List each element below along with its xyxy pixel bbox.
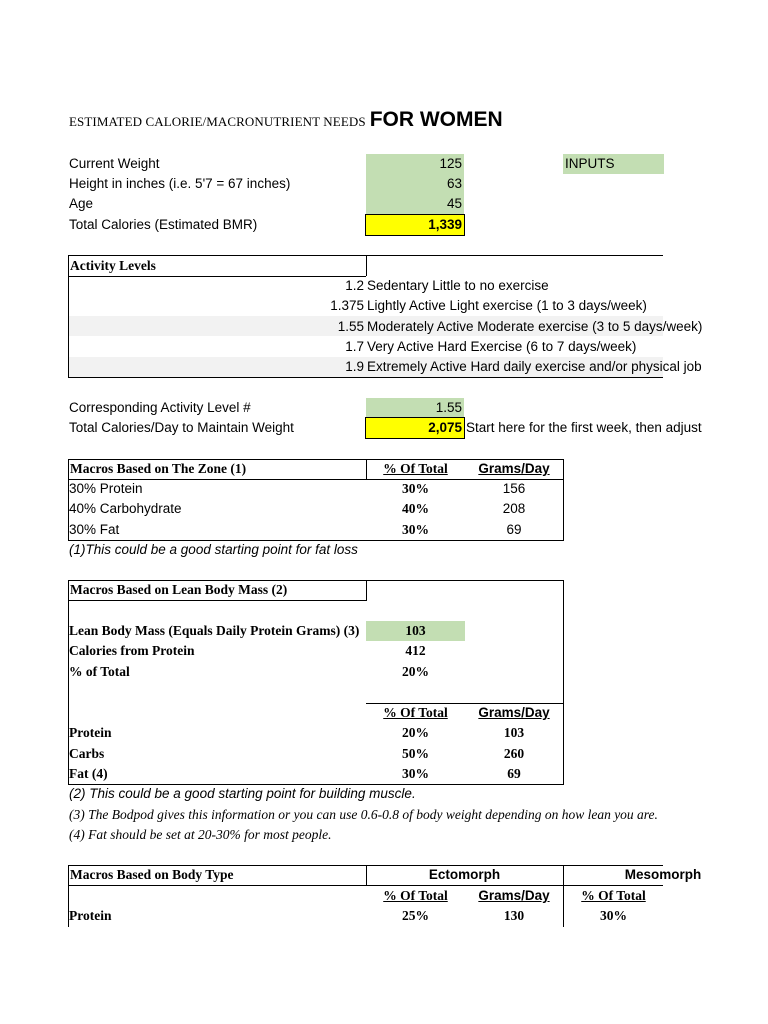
inputs-tag: INPUTS <box>563 154 664 174</box>
activity-value: 1.55 <box>337 319 364 334</box>
zone-row-pct: 40% <box>402 501 429 516</box>
ecto-header: Ectomorph <box>428 867 501 882</box>
activity-value: 1.375 <box>330 298 364 313</box>
body-row-label: Protein <box>69 908 112 923</box>
lbm-row-label: Fat (4) <box>69 766 108 781</box>
activity-desc: Extremely Active Hard daily exercise and/or physical job <box>367 359 702 374</box>
height-label: Height in inches (i.e. 5'7 = 67 inches) <box>69 176 291 191</box>
table-border <box>366 255 367 276</box>
activity-value: 1.2 <box>345 278 364 293</box>
zone-note: (1)This could be a good starting point for fat loss <box>69 542 358 557</box>
zone-header: Macros Based on The Zone (1) <box>70 461 247 476</box>
meso-header: Mesomorph <box>624 867 702 882</box>
activity-desc: Lightly Active Light exercise (1 to 3 days/week) <box>367 298 647 313</box>
zone-row-grams: 156 <box>502 481 526 496</box>
page-title <box>69 105 503 135</box>
age-input[interactable]: 45 <box>366 194 464 214</box>
lbm-note-2: (2) This could be a good starting point for building muscle. <box>69 786 416 801</box>
title-small: ESTIMATED CALORIE/MACRONUTRIENT NEEDS <box>69 114 366 129</box>
lbm-row-label: Protein <box>69 725 112 740</box>
body-ecto-col-grams: Grams/Day <box>478 888 550 903</box>
lbm-pct-value: 20% <box>402 664 429 679</box>
table-border <box>68 377 663 378</box>
lbm-row-label: Carbs <box>69 746 105 761</box>
zone-row-label: 40% Carbohydrate <box>69 501 182 516</box>
body-meso-col-pct: % Of Total <box>581 888 646 903</box>
maintain-note: Start here for the first week, then adjust <box>466 420 702 435</box>
activity-value: 1.7 <box>345 339 364 354</box>
activity-desc: Very Active Hard Exercise (6 to 7 days/week) <box>367 339 637 354</box>
lbm-cal-label: Calories from Protein <box>69 643 195 658</box>
lbm-row-pct: 30% <box>402 766 429 781</box>
lbm-header: Macros Based on Lean Body Mass (2) <box>70 582 288 597</box>
table-border <box>68 255 69 378</box>
lbm-row-grams: 260 <box>503 746 525 761</box>
body-ecto-grams: 130 <box>503 908 525 923</box>
weight-label: Current Weight <box>69 156 160 171</box>
bmr-label: Total Calories (Estimated BMR) <box>69 217 258 232</box>
lbm-row-pct: 50% <box>402 746 429 761</box>
lbm-row-pct: 20% <box>402 725 429 740</box>
zone-row-grams: 208 <box>502 501 526 516</box>
lbm-row-grams: 103 <box>503 725 525 740</box>
lbm-note-3: (3) The Bodpod gives this information or you can use 0.6-0.8 of body weight depending on how lean you are. <box>69 807 658 822</box>
activity-desc: Sedentary Little to no exercise <box>367 278 549 293</box>
zone-row-label: 30% Fat <box>69 522 120 537</box>
table-border <box>563 580 564 785</box>
maintain-value: 2,075 <box>366 418 464 438</box>
title-big: FOR WOMEN <box>369 108 503 131</box>
table-border <box>68 600 366 601</box>
bmr-value: 1,339 <box>366 215 464 235</box>
lbm-input[interactable]: 103 <box>366 621 465 641</box>
body-ecto-col-pct: % Of Total <box>383 888 448 903</box>
lbm-label: Lean Body Mass (Equals Daily Protein Grams) (3) <box>69 623 360 638</box>
lbm-col-grams: Grams/Day <box>478 705 550 720</box>
activity-value: 1.9 <box>345 359 364 374</box>
maintain-label: Total Calories/Day to Maintain Weight <box>69 420 294 435</box>
lbm-pct-label: % of Total <box>69 664 130 679</box>
zone-row-pct: 30% <box>402 522 429 537</box>
lbm-cal-value: 412 <box>405 643 426 658</box>
activity-level-label: Corresponding Activity Level # <box>69 400 251 415</box>
lbm-row-grams: 69 <box>507 766 521 781</box>
lbm-col-pct: % Of Total <box>383 705 448 720</box>
table-border <box>366 580 367 601</box>
age-label: Age <box>69 196 94 211</box>
body-header: Macros Based on Body Type <box>70 867 234 882</box>
body-meso-pct: 30% <box>600 908 627 923</box>
zone-col-grams: Grams/Day <box>478 461 550 476</box>
body-ecto-pct: 25% <box>402 908 429 923</box>
table-border <box>563 459 564 541</box>
zone-row-pct: 30% <box>402 481 429 496</box>
zone-row-label: 30% Protein <box>69 481 143 496</box>
activity-header: Activity Levels <box>70 258 156 273</box>
height-input[interactable]: 63 <box>366 174 464 194</box>
zone-col-pct: % Of Total <box>383 461 448 476</box>
activity-level-input[interactable]: 1.55 <box>366 398 464 418</box>
zone-row-grams: 69 <box>506 522 522 537</box>
activity-desc: Moderately Active Moderate exercise (3 to 5 days/week) <box>367 319 703 334</box>
weight-input[interactable]: 125 <box>366 154 464 174</box>
lbm-note-4: (4) Fat should be set at 20-30% for most people. <box>69 827 332 842</box>
